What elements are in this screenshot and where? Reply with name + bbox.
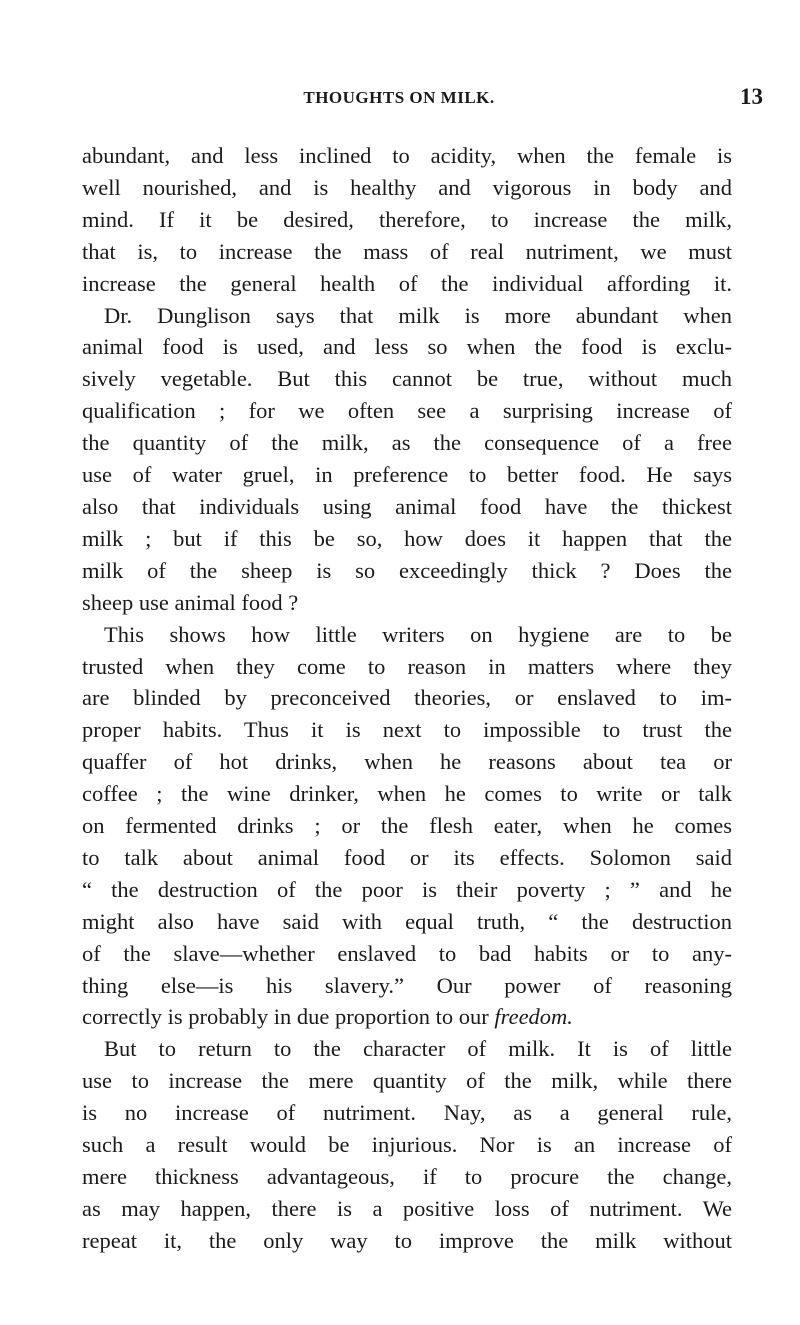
- text-line: as may happen, there is a positive loss of nutriment. We: [82, 1195, 732, 1221]
- text-line: also that individuals using animal food have the thickest: [82, 493, 732, 519]
- text-line: coffee ; the wine drinker, when he comes to write or talk: [82, 781, 732, 807]
- text-line: sheep use animal food ?: [82, 589, 299, 615]
- text-line: proper habits. Thus it is next to impossible to trust the: [82, 717, 732, 743]
- text-line: [82, 1001, 732, 1033]
- text-line: quaffer of hot drinks, when he reasons about tea or: [82, 749, 732, 775]
- text-line: But to return to the character of milk. It is of little: [104, 1036, 732, 1062]
- text-line: well nourished, and is healthy and vigorous in body and: [82, 174, 732, 200]
- text-line: to talk about animal food or its effects. Solomon said: [82, 844, 732, 870]
- text-line: is no increase of nutriment. Nay, as a general rule,: [82, 1100, 732, 1126]
- text-line: use to increase the mere quantity of the milk, while there: [82, 1068, 732, 1094]
- text-line: thing else—is his slavery.” Our power of reasoning: [82, 972, 732, 998]
- text-line: milk of the sheep is so exceedingly thick ? Does the: [82, 557, 732, 583]
- text-line: trusted when they come to reason in matters where they: [82, 653, 732, 679]
- emphasis-freedom: freedom.: [494, 1004, 573, 1030]
- text-line: increase the general health of the individual affording it.: [82, 270, 732, 296]
- text-line: abundant, and less inclined to acidity, when the female is: [82, 143, 732, 168]
- text-line: of the slave—whether enslaved to bad habits or to any-: [82, 940, 732, 966]
- text-line: Dr. Dunglison says that milk is more abundant when: [104, 302, 732, 328]
- text-line: “ the destruction of the poor is their poverty ; ” and he: [82, 876, 732, 902]
- page-number: 13: [740, 84, 763, 109]
- text-line-main: correctly is probably in due proportion to our: [82, 1004, 489, 1030]
- text-line: This shows how little writers on hygiene are to be: [104, 621, 732, 647]
- text-line: animal food is used, and less so when the food is exclu-: [82, 334, 732, 360]
- text-line: mind. If it be desired, therefore, to increase the milk,: [82, 206, 732, 232]
- text-line: repeat it, the only way to improve the milk without: [82, 1227, 732, 1253]
- text-line: are blinded by preconceived theories, or enslaved to im-: [82, 685, 732, 711]
- text-line: such a result would be injurious. Nor is an increase of: [82, 1132, 732, 1158]
- text-line: might also have said with equal truth, “ the destruction: [82, 908, 732, 934]
- text-line: the quantity of the milk, as the consequence of a free: [82, 430, 732, 456]
- running-head: THOUGHTS ON MILK.: [303, 88, 495, 107]
- text-line: mere thickness advantageous, if to procure the change,: [82, 1164, 732, 1189]
- body-text: [82, 140, 732, 1257]
- text-line: qualification ; for we often see a surprising increase of: [82, 398, 732, 424]
- text-line: sively vegetable. But this cannot be true, without much: [82, 366, 732, 392]
- text-line: use of water gruel, in preference to better food. He says: [82, 462, 732, 488]
- text-line: that is, to increase the mass of real nutriment, we must: [82, 238, 732, 264]
- text-line: on fermented drinks ; or the flesh eater, when he comes: [82, 813, 732, 839]
- text-line: milk ; but if this be so, how does it happen that the: [82, 525, 732, 551]
